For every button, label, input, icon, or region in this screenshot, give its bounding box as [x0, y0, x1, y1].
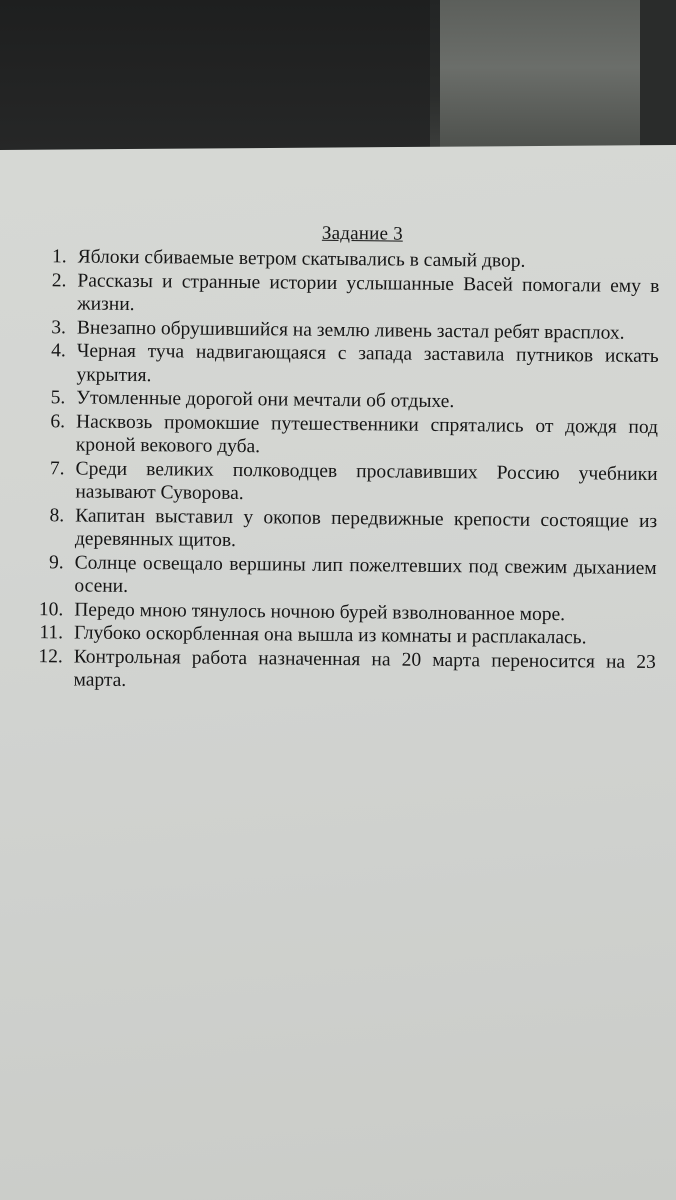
item-text: Капитан выставил у окопов передвижные крепости состоящие из деревянных щитов. [74, 504, 658, 551]
background-wall [440, 0, 676, 150]
item-number: 1. [51, 246, 67, 268]
list-item [28, 409, 658, 462]
item-text: Яблоки сбиваемые ветром скатывались в самый двор. [77, 246, 526, 272]
assignment-title: Задание 3 [321, 222, 403, 245]
item-text: Утомленные дорогой они мечтали об отдыхе. [76, 387, 455, 413]
item-text: Насквозь промокшие путешественники спрятались от дождя под кроной векового дуба. [75, 410, 659, 458]
item-number: 2. [51, 269, 67, 291]
item-number: 6. [50, 410, 66, 432]
item-text: Рассказы и странные истории услышанные Васей помогали ему в жизни. [77, 269, 660, 316]
item-text: Солнце освещало вершины лип пожелтевших под свежим дыханием осени. [74, 551, 657, 597]
list-item [27, 503, 657, 556]
item-number: 3. [51, 316, 67, 338]
item-number: 7. [49, 457, 65, 479]
item-number: 12. [38, 645, 63, 667]
item-text: Передо мною тянулось ночною бурей взволнованное море. [74, 598, 566, 625]
list-item [28, 339, 658, 392]
item-number: 5. [50, 387, 66, 409]
list-item [26, 550, 656, 603]
item-text: Среди великих полководцев прославивших Россию учебники называют Суворова. [75, 457, 658, 505]
item-number: 8. [49, 504, 65, 526]
item-number: 10. [38, 598, 64, 620]
item-text: Внезапно обрушившийся на землю ливень застал ребят врасплох. [76, 316, 625, 344]
item-number: 4. [51, 340, 66, 362]
list-item [27, 456, 657, 509]
item-text: Контрольная работа назначенная на 20 марта переносится на 23 марта. [73, 645, 656, 691]
list-item [29, 268, 659, 321]
item-text: Черная туча надвигающаяся с запада заставила путников искать укрытия. [76, 340, 659, 386]
sentence-list [25, 245, 659, 698]
item-number: 9. [48, 551, 64, 573]
background-dark-area [0, 0, 430, 150]
assignment-document [25, 220, 659, 698]
item-number: 11. [39, 622, 64, 644]
item-text: Глубоко оскорбленная она вышла из комнаты и расплакалась. [73, 622, 587, 649]
list-item [25, 644, 655, 697]
